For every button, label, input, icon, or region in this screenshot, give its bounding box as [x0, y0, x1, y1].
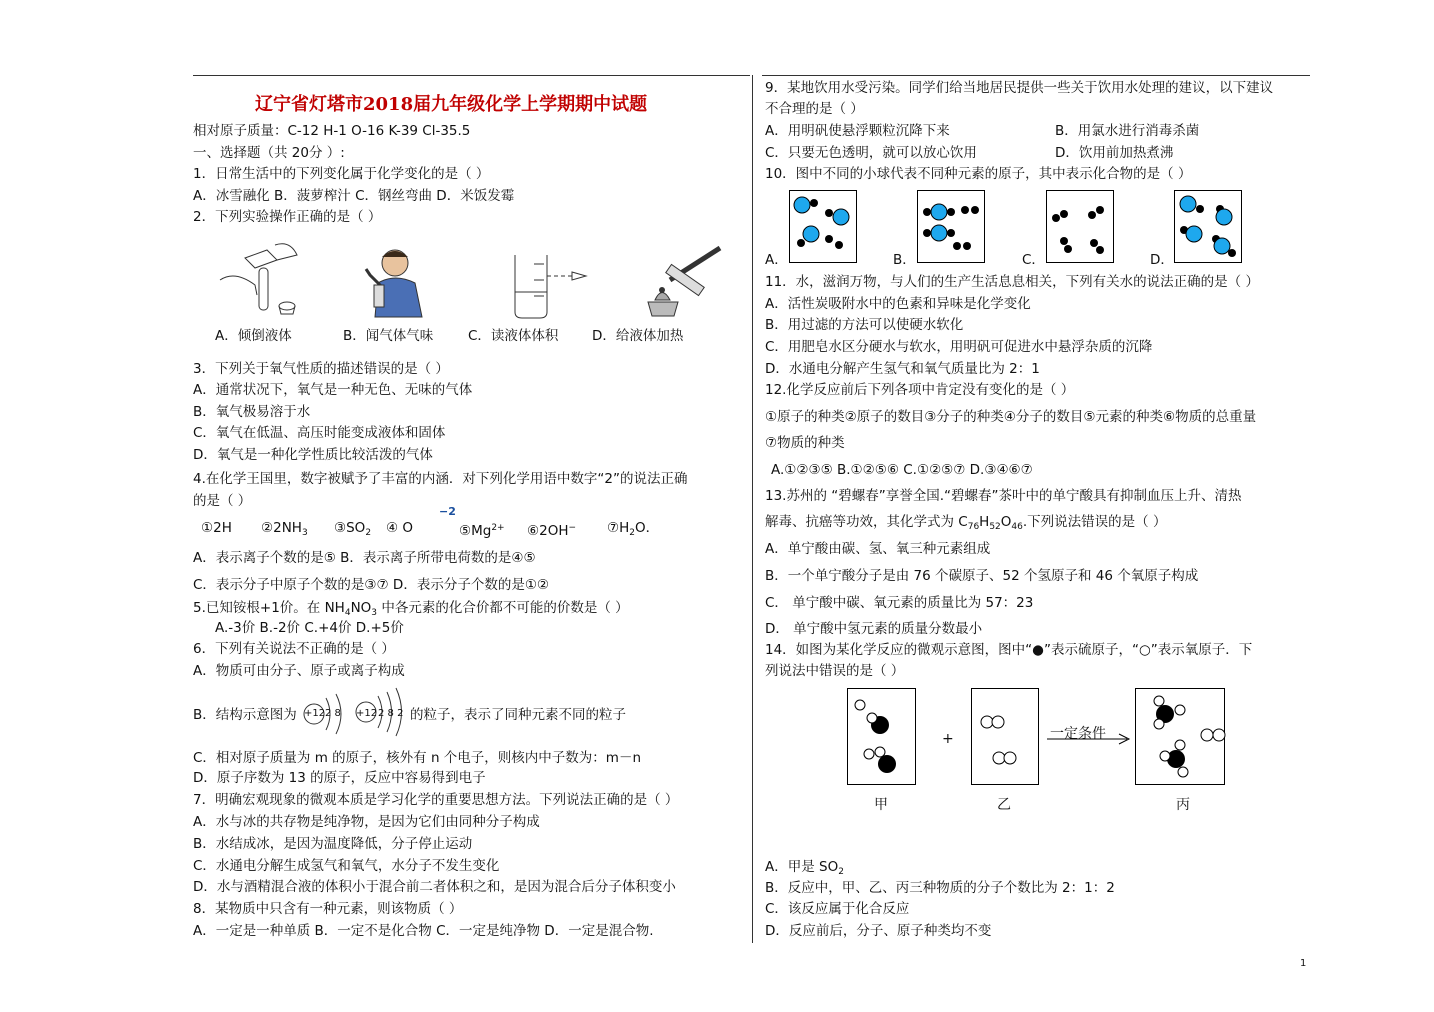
q4-symbol-1: ①2H [201, 520, 232, 536]
reading-volume-figure [500, 250, 595, 320]
q10-option-c-diagram [1046, 190, 1114, 263]
page-number: 1 [1300, 958, 1307, 969]
reaction-label-jia: 甲 [874, 797, 888, 813]
q4-options-ab: A．表示离子个数的是⑤ B．表示离子所带电荷数的是④⑤ [193, 550, 536, 566]
q12-options: A.①②③⑤ B.①②⑤⑥ C.①②⑤⑦ D.③④⑥⑦ [771, 462, 1033, 478]
q5-options: A.-3价 B.-2价 C.+4价 D.+5价 [215, 620, 404, 636]
q4-symbol-2: $②2NH_3$ [261, 520, 308, 538]
reaction-label-bing: 丙 [1176, 797, 1190, 813]
q4-symbol-7: $⑦H_2O$． [607, 520, 660, 538]
section-heading: 一、选择题（共 20分 ）: [193, 145, 345, 161]
q4-options-cd: C．表示分子中原子个数的是③⑦ D．表示分子个数的是①② [193, 577, 550, 593]
q11-option-a: A．活性炭吸附水中的色素和异味是化学变化 [765, 296, 1031, 312]
question-9-line1: 9．某地饮用水受污染。同学们给当地居民提供一些关于饮用水处理的建议，以下建议 [765, 80, 1274, 96]
q9-option-a: A．用明矾使悬浮颗粒沉降下来 [765, 123, 950, 139]
atom-2-nucleus: +12 [356, 708, 378, 719]
top-rule-left [193, 75, 750, 76]
q4-symbol-3: $③SO_2$ [334, 520, 372, 538]
q3-option-d: D．氧气是一种化学性质比较活泼的气体 [193, 447, 433, 463]
q11-option-d: D．水通电分解产生氢气和氧气质量比为 2：1 [765, 361, 1040, 377]
reaction-label-yi: 乙 [997, 797, 1011, 813]
reaction-plus: + [942, 731, 954, 747]
q4-overscript: −2 [439, 505, 456, 518]
q14-option-a: A．甲是 $SO_2$ [765, 859, 844, 877]
question-4-line1: 4.在化学王国里，数字被赋予了丰富的内涵．对下列化学用语中数字“2”的说法正确 [193, 471, 688, 487]
q10-label-a: A． [765, 252, 788, 268]
question-6: 6．下列有关说法不正确的是（ ） [193, 641, 395, 657]
atom-2-electrons: 2 8 2 [378, 708, 404, 719]
question-13-line2: 解毒、抗癌等功效，其化学式为 $C_{76}H_{52}O_{46}$.下列说法错误的是（ ） [765, 514, 1167, 532]
question-2: 2．下列实验操作正确的是（ ） [193, 209, 382, 225]
question-11: 11．水，滋润万物，与人们的生产生活息息相关，下列有关水的说法正确的是（ ） [765, 274, 1259, 290]
question-14-line2: 列说法中错误的是（ ） [765, 663, 905, 679]
q2-label-a: A．倾倒液体 [215, 328, 292, 344]
question-13-line1: 13.苏州的 “碧螺春”享誉全国.“碧螺春”茶叶中的单宁酸具有抑制血压上升、清热 [765, 488, 1242, 504]
question-4-line2: 的是（ ） [193, 493, 252, 509]
q9-option-d: D．饮用前加热煮沸 [1055, 145, 1174, 161]
question-8: 8．某物质中只含有一种元素，则该物质（ ） [193, 901, 463, 917]
atom-1-nucleus: +12 [304, 708, 326, 719]
q2-label-d: D．给液体加热 [592, 328, 684, 344]
q10-option-a-diagram [789, 190, 857, 263]
q7-option-a: A．水与冰的共存物是纯净物，是因为它们由同种分子构成 [193, 814, 540, 830]
q12-items-line1: ①原子的种类②原子的数目③分子的种类④分子的数目⑤元素的种类⑥物质的总重量 [765, 409, 1257, 425]
question-7: 7．明确宏观现象的微观本质是学习化学的重要思想方法。下列说法正确的是（ ） [193, 792, 679, 808]
reaction-condition: 一定条件 [1050, 726, 1106, 742]
question-5: 5.已知铵根+1价。在 $NH_4NO_3$ 中各元素的化合价都不可能的价数是（ ） [193, 600, 629, 618]
q6-option-b-prefix: B．结构示意图为 [193, 707, 297, 723]
q8-options: A．一定是一种单质 B．一定不是化合物 C．一定是纯净物 D．一定是混合物. [193, 923, 654, 939]
q14-option-d: D．反应前后，分子、原子种类均不变 [765, 923, 992, 939]
heating-liquid-figure [640, 240, 735, 320]
q4-symbol-6: ⑥2OH− [527, 523, 577, 539]
question-10: 10．图中不同的小球代表不同种元素的原子，其中表示化合物的是（ ） [765, 166, 1192, 182]
q7-option-d: D．水与酒精混合液的体积小于混合前二者体积之和，是因为混合后分子体积变小 [193, 879, 676, 895]
question-14-line1: 14．如图为某化学反应的微观示意图，图中“●”表示硫原子，“○”表示氧原子．下 [765, 642, 1253, 658]
q12-items-line2: ⑦物质的种类 [765, 435, 845, 451]
question-3: 3．下列关于氧气性质的描述错误的是（ ） [193, 361, 449, 377]
q10-label-b: B． [893, 252, 916, 268]
q7-option-c: C．水通电分解生成氢气和氧气，水分子不发生变化 [193, 858, 500, 874]
column-divider [752, 75, 753, 943]
q2-label-c: C．读液体体积 [468, 328, 559, 344]
pouring-liquid-figure [215, 240, 305, 320]
q13-option-c: C． 单宁酸中碳、氧元素的质量比为 57：23 [765, 595, 1034, 611]
q6-option-b-suffix: 的粒子，表示了同种元素不同的粒子 [410, 707, 626, 723]
reaction-diagram [847, 688, 1227, 788]
q10-label-c: C． [1022, 252, 1045, 268]
q6-option-a: A．物质可由分子、原子或离子构成 [193, 663, 405, 679]
page-title: 辽宁省灯塔市2018届九年级化学上学期期中试题 [255, 94, 648, 115]
q10-option-b-diagram [917, 190, 985, 263]
q9-option-b: B．用氯水进行消毒杀菌 [1055, 123, 1200, 139]
q4-symbol-5: $⑤Mg^{2+}$ [459, 523, 505, 539]
question-1: 1．日常生活中的下列变化属于化学变化的是（ ） [193, 166, 490, 182]
q14-option-b: B．反应中，甲、乙、丙三种物质的分子个数比为 2：1：2 [765, 880, 1115, 896]
question-12: 12.化学反应前后下列各项中肯定没有变化的是（ ） [765, 382, 1075, 398]
smelling-gas-figure [360, 245, 440, 320]
q10-option-d-diagram [1174, 190, 1242, 263]
q10-label-d: D． [1150, 252, 1174, 268]
q13-option-a: A．单宁酸由碳、氢、氧三种元素组成 [765, 541, 991, 557]
atom-1-electrons: 2 8 [325, 708, 341, 719]
q11-option-c: C．用肥皂水区分硬水与软水，用明矾可促进水中悬浮杂质的沉降 [765, 339, 1153, 355]
q3-option-c: C．氧气在低温、高压时能变成液体和固体 [193, 425, 446, 441]
q6-option-c: C．相对原子质量为 m 的原子，核外有 n 个电子，则核内中子数为：m－n [193, 750, 642, 766]
q9-option-c: C．只要无色透明，就可以放心饮用 [765, 145, 977, 161]
q6-option-d: D．原子序数为 13 的原子，反应中容易得到电子 [193, 770, 486, 786]
question-9-line2: 不合理的是（ ） [765, 101, 864, 117]
question-1-options: A．冰雪融化 B．菠萝榨汁 C．钢丝弯曲 D．米饭发霉 [193, 188, 515, 204]
q2-label-b: B．闻气体气味 [343, 328, 434, 344]
top-rule-right [762, 75, 1310, 76]
q7-option-b: B．水结成冰，是因为温度降低，分子停止运动 [193, 836, 473, 852]
q13-option-b: B．一个单宁酸分子是由 76 个碳原子、52 个氢原子和 46 个氧原子构成 [765, 568, 1199, 584]
q3-option-b: B．氧气极易溶于水 [193, 404, 311, 420]
q14-option-c: C．该反应属于化合反应 [765, 901, 910, 917]
q4-symbol-4: ④ O [386, 520, 414, 536]
q11-option-b: B．用过滤的方法可以使硬水软化 [765, 317, 964, 333]
q3-option-a: A．通常状况下，氧气是一种无色、无味的气体 [193, 382, 473, 398]
atomic-mass-line: 相对原子质量：C-12 H-1 O-16 K-39 Cl-35.5 [193, 123, 471, 139]
q13-option-d: D． 单宁酸中氢元素的质量分数最小 [765, 621, 983, 637]
